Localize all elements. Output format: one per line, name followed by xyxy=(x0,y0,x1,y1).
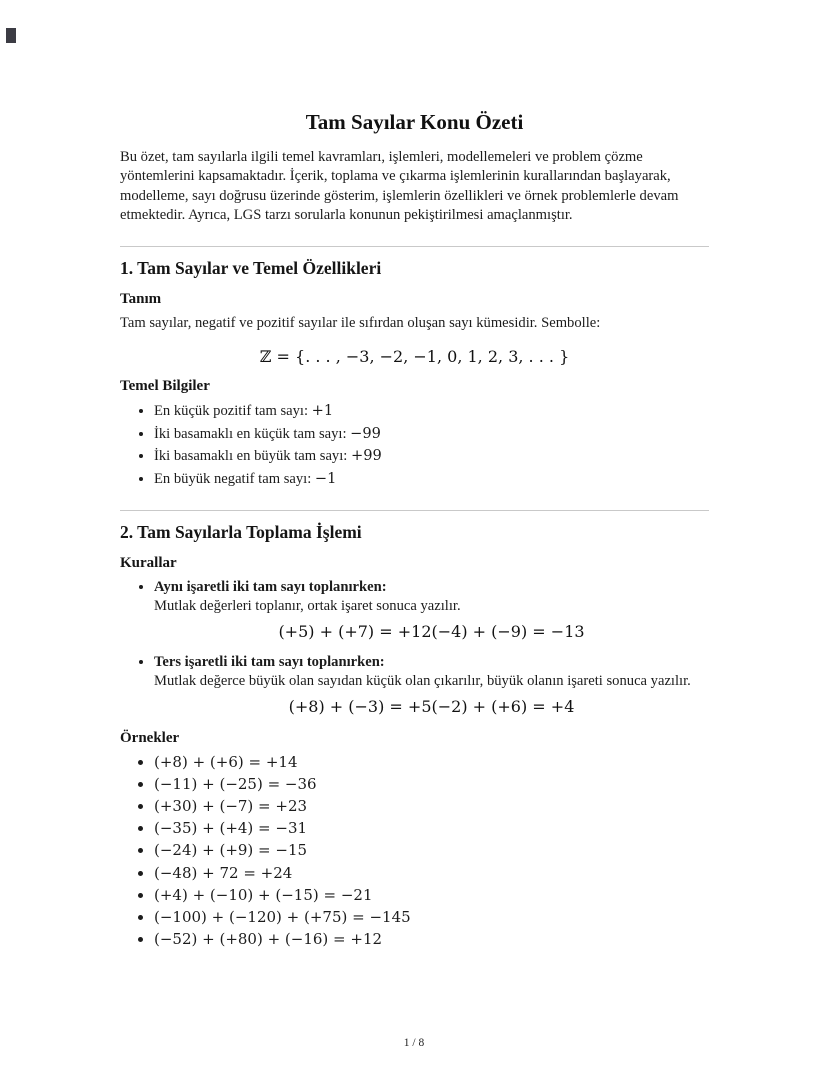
example-item: • (−11) + (−25) = −36 xyxy=(154,775,709,794)
item-label: En büyük negatif tam sayı: xyxy=(154,471,315,488)
rule-title: Aynı işaretli iki tam sayı toplanırken: xyxy=(154,578,387,595)
item-label: İki basamaklı en büyük tam sayı: xyxy=(154,448,351,465)
item-math-value: +99 xyxy=(350,447,382,465)
kurallar-list xyxy=(120,578,709,718)
tanim-text: Tam sayılar, negatif ve pozitif sayılar ile sıfırdan oluşan sayı kümesidir. Sembolle: xyxy=(120,314,601,331)
list-item xyxy=(154,424,709,445)
list-item xyxy=(154,469,709,490)
rule-item xyxy=(154,653,709,718)
section-2-heading: 2. Tam Sayılarla Toplama İşlemi xyxy=(120,521,362,542)
document-title: Tam Sayılar Konu Özeti xyxy=(305,110,524,134)
page-number: 1 / 8 xyxy=(403,1037,425,1049)
rule-title: Ters işaretli iki tam sayı toplanırken: xyxy=(154,653,385,670)
example-item: • (−35) + (+4) = −31 xyxy=(154,819,709,838)
page-corner-mark xyxy=(6,28,16,43)
example-item: • (−24) + (+9) = −15 xyxy=(154,841,709,860)
example-item: • (+8) + (+6) = +14 xyxy=(154,753,709,772)
rule-text: Mutlak değerleri toplanır, ortak işaret sonuca yazılır. xyxy=(154,598,461,615)
rule-formula: (+8) + (−3) = +5(−2) + (+6) = +4 xyxy=(288,697,575,717)
document-content xyxy=(120,110,709,955)
item-math-value: −1 xyxy=(314,470,337,488)
list-item xyxy=(154,446,709,467)
kurallar-heading: Kurallar xyxy=(120,554,177,571)
item-math-value: −99 xyxy=(350,424,381,442)
temel-bilgiler-list xyxy=(120,401,709,490)
example-item: • (−48) + 72 = +24 xyxy=(154,864,709,883)
rule-text: Mutlak değerce büyük olan sayıdan küçük olan çıkarılır, büyük olanın işareti sonuca yazılır. xyxy=(154,673,691,690)
list-item xyxy=(154,401,709,422)
item-label: İki basamaklı en küçük tam sayı: xyxy=(154,425,351,442)
integers-set-formula: ℤ = {. . . , −3, −2, −1, 0, 1, 2, 3, . . . } xyxy=(259,347,570,367)
example-item: • (−52) + (+80) + (−16) = +12 xyxy=(154,930,709,949)
example-item: • (+4) + (−10) + (−15) = −21 xyxy=(154,886,709,905)
rule-formula: (+5) + (+7) = +12(−4) + (−9) = −13 xyxy=(278,622,585,642)
temel-bilgiler-heading: Temel Bilgiler xyxy=(120,378,210,395)
example-item: • (−100) + (−120) + (+75) = −145 xyxy=(154,908,709,927)
rule-item xyxy=(154,578,709,643)
tanim-heading: Tanım xyxy=(120,290,162,307)
section-integers-basics xyxy=(120,246,709,490)
ornekler-list xyxy=(120,753,709,950)
example-item: • (+30) + (−7) = +23 xyxy=(154,797,709,816)
ornekler-heading: Örnekler xyxy=(120,729,180,746)
item-math-value: +1 xyxy=(311,402,334,420)
item-label: En küçük pozitif tam sayı: xyxy=(154,403,312,420)
section-addition xyxy=(120,510,709,950)
section-1-heading: 1. Tam Sayılar ve Temel Özellikleri xyxy=(120,257,382,278)
intro-paragraph: Bu özet, tam sayılarla ilgili temel kavramları, işlemleri, modellemeleri ve problem çözme yöntemlerini kapsamaktadır. İçerik, toplama ve çıkarma işlemlerinin kurallarından başlayarak, modelleme, sayı doğrusu üzerinde gösterim, işlemlerin özellikleri ve örnek problemlerle devam etmektedir. Ayrıca, LGS tarzı sorularla konunun pekiştirilmesi amaçlanmıştır. xyxy=(120,149,679,224)
